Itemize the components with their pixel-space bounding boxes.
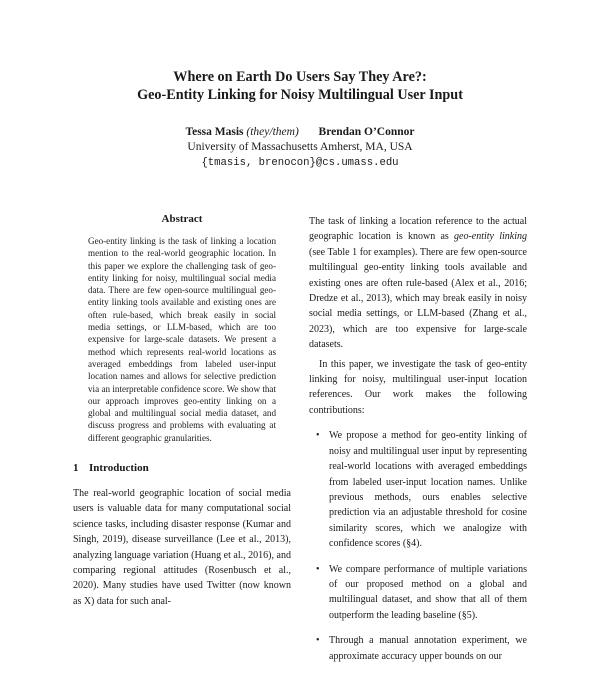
bullet-icon: • — [316, 635, 320, 647]
bullet-icon: • — [316, 430, 320, 442]
term-geo-entity-linking: geo-entity linking — [454, 231, 527, 243]
introduction-text: The real-world geographic location of social media users is valuable data for many computational social science tasks, including disaster response (Kumar and Singh, 2019), disease surveillance (Lee et al., 2013), analyzing language variation (Huang et al., 2016), and comparing regional attitudes (Rosenbusch et al., 2020). Many studies have used Twitter (now known as X) data for such anal- — [73, 488, 291, 607]
list-item: • Through a manual annotation experiment, we approximate accuracy upper bounds on our — [316, 635, 527, 662]
list-item: • We propose a method for geo-entity linking of noisy and multilingual user input by representing real-world locations with averaged embeddings from labeled user-input location names. Unlike previous methods, ours enables selective prediction via an adjustable threshold for cosine similarity scores, which we analogize with confidence scores (§4). — [316, 430, 527, 550]
section-heading-introduction — [73, 461, 293, 475]
section-title: Introduction — [89, 462, 149, 474]
abstract-heading: Abstract — [161, 213, 203, 225]
author-1-name: Tessa Masis — [185, 126, 244, 138]
abstract-text: Geo-entity linking is the task of linking a location mention to the real-world geographic location. In this paper we explore the challenging task of geo-entity linking for noisy, multilingual social media data. There are few open-source multilingual geo-entity linking tools available and existing ones are often rule-based, which break easily in social media settings, or LLM-based, which are too expensive for large-scale datasets. We present a method which represents real-world locations as averaged embeddings from labeled user-input location names and allows for selective prediction via an interpretable confidence score. We show that our approach improves geo-entity linking on a global and multilingual social media dataset, and discuss progress and problems with evaluating at different geographic granularities. — [88, 236, 276, 443]
contributions-list — [309, 428, 527, 664]
right-column — [309, 214, 527, 674]
paper-title-line-1: Where on Earth Do Users Say They Are?: — [173, 69, 427, 85]
paragraph-task: The task of linking a location reference to the actual geographic location is known as geo-entity linking (see Table 1 for examples). There are few open-source multilingual geo-entity linking tools available and existing ones are often rule-based (Alex et al., 2016; Dredze et al., 2013), which may break easily in noisy social media settings, or LLM-based (Zhang et al., 2023), which are too expensive for large-scale datasets. — [309, 216, 527, 351]
author-1-pronouns: (they/them) — [246, 126, 299, 138]
bullet-icon: • — [316, 563, 320, 575]
author-line — [0, 125, 600, 140]
affiliation: University of Massachusetts Amherst, MA, USA — [187, 141, 413, 153]
section-number: 1 — [73, 462, 79, 474]
paper-title-line-2: Geo-Entity Linking for Noisy Multilingual User Input — [137, 87, 463, 103]
paragraph-contributions: In this paper, we investigate the task of geo-entity linking for noisy, multilingual user-input location references. Our work makes the following contributions: — [309, 358, 527, 416]
list-item: • We compare performance of multiple variations of our proposed method on a global and multilingual dataset, and show that all of them outperform the leading baseline (§5). — [316, 563, 527, 621]
author-2-name: Brendan O’Connor — [318, 126, 415, 138]
author-email[interactable]: {tmasis, brenocon}@cs.umass.edu — [201, 157, 399, 169]
